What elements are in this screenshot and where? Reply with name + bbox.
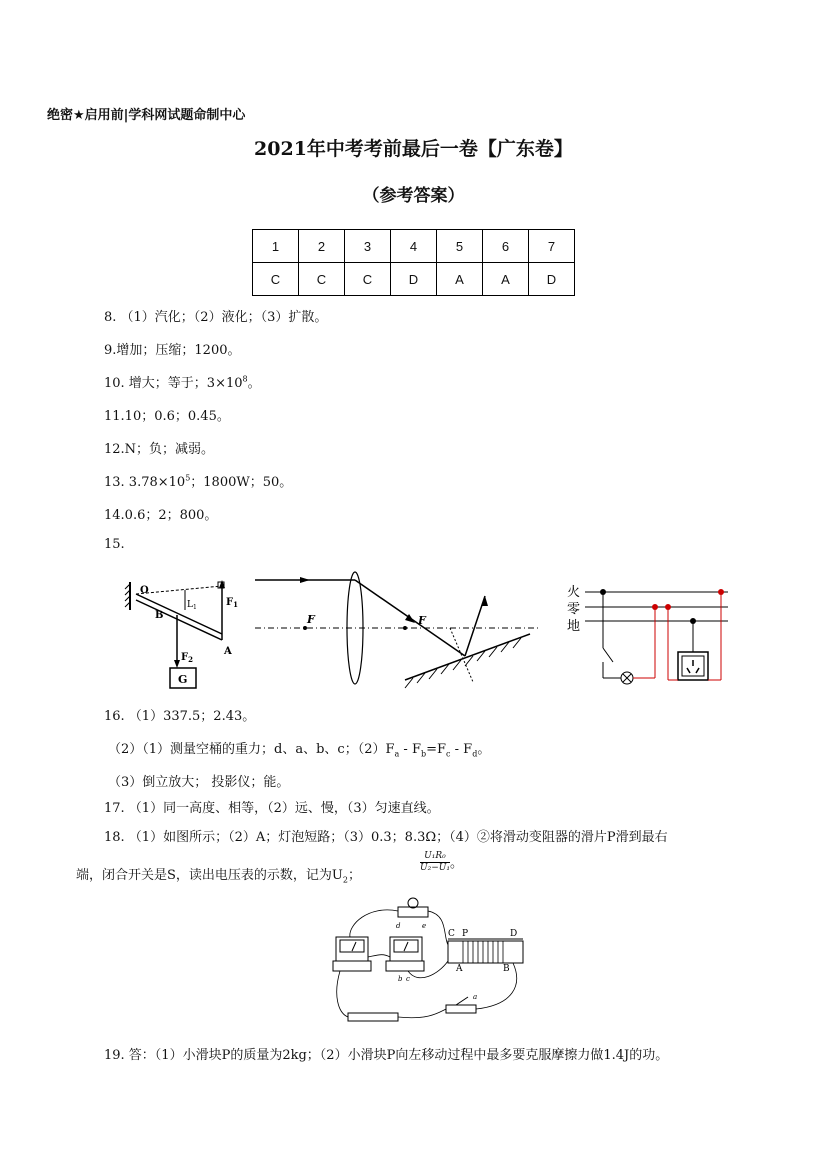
page-subtitle: （参考答案） [362,186,465,206]
label-F2: $F_2$ [181,652,193,664]
table-cell: A [483,263,529,296]
table-cell: D [529,263,575,296]
answer-16-2: （2）（1）测量空桶的重力；d、a、b、c；$(2)F_a - F_b=F_c - F_d$。 [108,742,491,759]
answer-9: 9.增加；压缩；1200。 [104,343,241,358]
answer-14: 14.0.6；2；800。 [104,508,218,523]
label-d: d [396,922,401,930]
label-B: B [155,610,164,621]
answer-15: 15. [104,537,125,552]
table-cell: 2 [299,230,345,263]
label-F1: $F_1$ [226,597,238,609]
answer-13: 13. $3.78\times 10^5$；1800W；50。 [104,473,293,490]
table-cell: C [299,263,345,296]
label-neutral: 零 [567,602,581,617]
page-title: 2021年中考考前最后一卷【广东卷】 [254,138,573,160]
lever-diagram [120,572,245,694]
label-B: B [503,964,510,974]
label-O: O [140,585,149,596]
table-cell: 5 [437,230,483,263]
circuit-diagram [563,580,733,690]
lens-diagram [255,568,545,690]
table-row-answers [253,263,575,296]
table-cell: 4 [391,230,437,263]
label-C: C [448,929,455,939]
answer-16-1: 16. （1）337.5；2.43。 [104,709,256,724]
label-c: c [406,975,410,983]
table-cell: 1 [253,230,299,263]
answer-8: 8. （1）汽化；（2）液化；（3）扩散。 [104,310,328,325]
label-A: A [456,964,463,974]
answer-table [252,229,575,296]
apparatus-diagram [328,895,538,1025]
label-A: A [224,646,232,657]
answer-10: 10. 增大；等于；$3\times 10^8$。 [104,374,261,391]
label-F-right: F [418,614,426,627]
answer-16-3: （3）倒立放大； 投影仪；能。 [108,775,290,790]
header-tag: 绝密★启用前|学科网试题命制中心 [47,108,246,123]
answer-17: 17. （1）同一高度、相等，（2）远、慢，（3）匀速直线。 [104,801,440,816]
label-ground: 地 [567,619,581,634]
label-F-left: F [307,613,315,626]
answer-19: 19. 答：（1）小滑块P的质量为2kg；（2）小滑块P向左移动过程中最多要克服摩擦力做1.4J的功。 [104,1048,669,1063]
label-G: G [178,673,188,686]
table-cell: 6 [483,230,529,263]
answer-12: 12.N；负；减弱。 [104,442,215,457]
table-cell: A [437,263,483,296]
table-cell: C [345,263,391,296]
label-b: b [398,975,403,983]
label-live: 火 [567,585,581,600]
label-L1: $L_1$ [187,600,197,611]
answer-18-line1: 18. （1）如图所示；（2）A；灯泡短路；（3）0.3；8.3Ω；（4）②将滑动变阻器的滑片P滑到最右 [104,830,668,845]
table-row-numbers [253,230,575,263]
table-cell: 3 [345,230,391,263]
table-cell: 7 [529,230,575,263]
answer-11: 11.10；0.6；0.45。 [104,409,230,424]
label-D: D [510,929,518,939]
label-a: a [473,993,478,1001]
label-P: P [462,929,469,939]
table-cell: D [391,263,437,296]
table-cell: C [253,263,299,296]
answer-18-formula: $\frac{\text{U₁R₀}}{\text{U₂−U₁}}$ 。 [420,851,463,873]
label-e: e [422,922,427,930]
answer-18-line2: 端，闭合开关是S，读出电压表的示数，记为$U_2$； [76,868,361,885]
